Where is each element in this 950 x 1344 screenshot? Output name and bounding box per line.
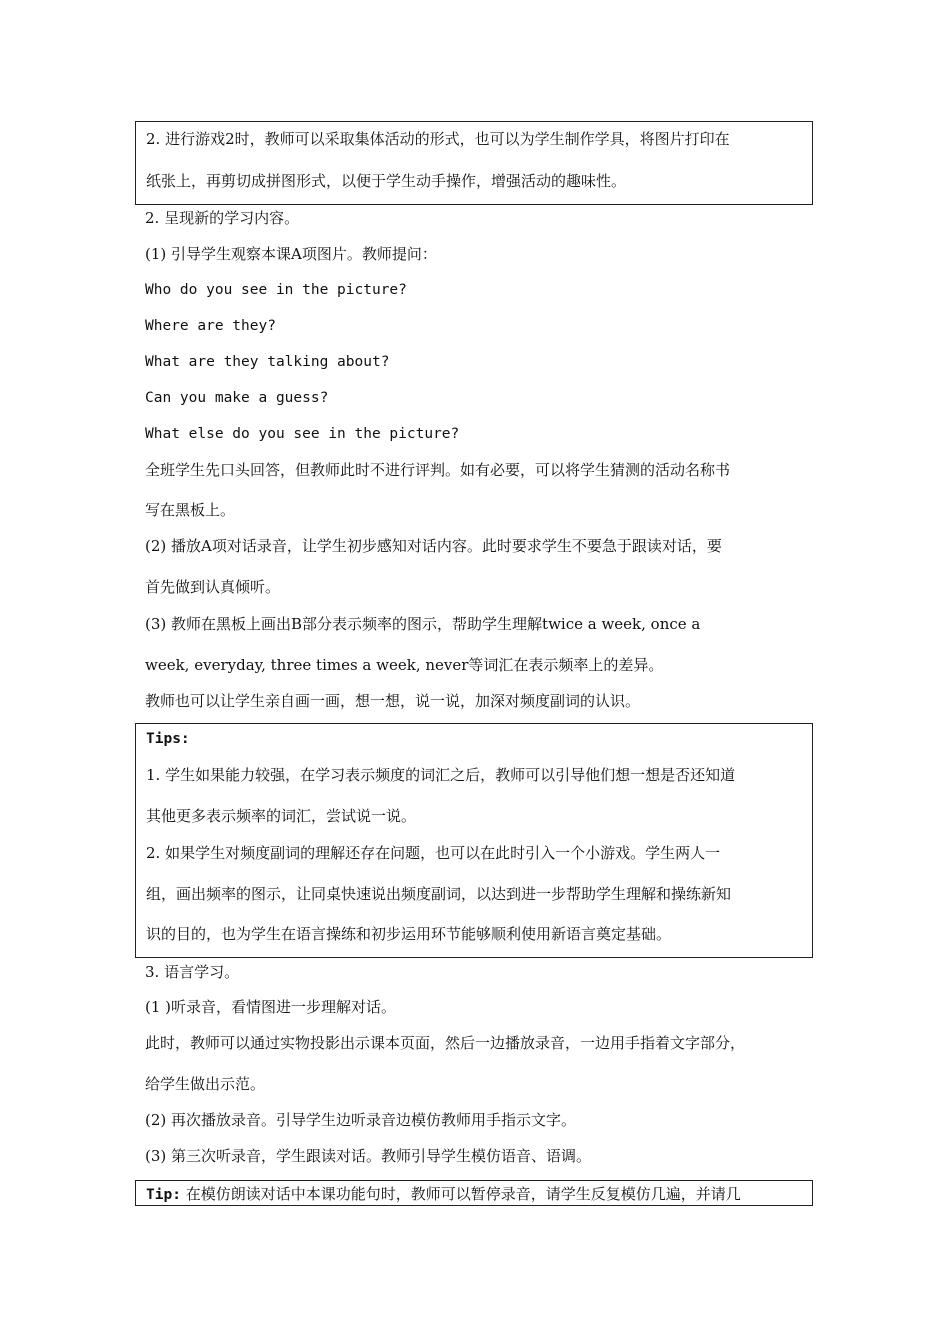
note-line: 2. 进行游戏2时，教师可以采取集体活动的形式，也可以为学生制作学具，将图片打印在	[146, 130, 730, 148]
paragraph-line: 教师也可以让学生亲自画一画，想一想，说一说，加深对频度副词的认识。	[145, 692, 641, 710]
step-text: 首先做到认真倾听。	[145, 578, 281, 596]
step-text: (3) 教师在黑板上画出B部分表示频率的图示，帮助学生理解twice a week, once a	[145, 615, 701, 633]
tips-title: Tips:	[146, 731, 190, 747]
paragraph-line: 全班学生先口头回答，但教师此时不进行评判。如有必要，可以将学生猜测的活动名称书	[145, 461, 731, 479]
tip-line: 1. 学生如果能力较强，在学习表示频度的词汇之后，教师可以引导他们想一想是否还知道	[146, 766, 736, 784]
question-line: What else do you see in the picture?	[145, 426, 460, 442]
tip-line: 2. 如果学生对频度副词的理解还存在问题，也可以在此时引入一个小游戏。学生两人一	[146, 844, 721, 862]
step-text: (1 )听录音，看情图进一步理解对话。	[145, 998, 397, 1016]
note-line: 纸张上，再剪切成拼图形式，以便于学生动手操作，增强活动的趣味性。	[146, 172, 627, 190]
paragraph-line: 写在黑板上。	[145, 501, 236, 519]
step-text: (3) 第三次听录音，学生跟读对话。教师引导学生模仿语音、语调。	[145, 1147, 592, 1165]
step-text: (2) 再次播放录音。引导学生边听录音边模仿教师用手指示文字。	[145, 1111, 577, 1129]
step-text: (1) 引导学生观察本课A项图片。教师提问：	[145, 245, 437, 263]
tips-box	[135, 723, 813, 958]
section-heading: 3. 语言学习。	[145, 963, 240, 981]
paragraph-line: 给学生做出示范。	[145, 1075, 266, 1093]
tip-text: 在模仿朗读对话中本课功能句时，教师可以暂停录音，请学生反复模仿几遍，并请几	[180, 1185, 741, 1203]
tip-label: Tip:	[146, 1187, 181, 1203]
paragraph-line: 此时，教师可以通过实物投影出示课本页面，然后一边播放录音，一边用手指着文字部分，	[145, 1034, 746, 1052]
section-heading: 2. 呈现新的学习内容。	[145, 209, 300, 227]
question-line: Can you make a guess?	[145, 390, 329, 406]
tip-box	[135, 1180, 813, 1206]
question-line: Who do you see in the picture?	[145, 282, 407, 298]
step-text: (2) 播放A项对话录音，让学生初步感知对话内容。此时要求学生不要急于跟读对话，要	[145, 537, 722, 555]
question-line: Where are they?	[145, 318, 276, 334]
question-line: What are they talking about?	[145, 354, 390, 370]
tip-line: 其他更多表示频率的词汇，尝试说一说。	[146, 807, 417, 825]
step-text: week, everyday, three times a week, never等词汇在表示频率上的差异。	[145, 656, 664, 674]
tip-line	[146, 1184, 741, 1205]
tip-line: 组，画出频率的图示，让同桌快速说出频度副词，以达到进一步帮助学生理解和操练新知	[146, 885, 732, 903]
note-box-game	[135, 121, 813, 205]
tip-line: 识的目的，也为学生在语言操练和初步运用环节能够顺利使用新语言奠定基础。	[146, 925, 672, 943]
